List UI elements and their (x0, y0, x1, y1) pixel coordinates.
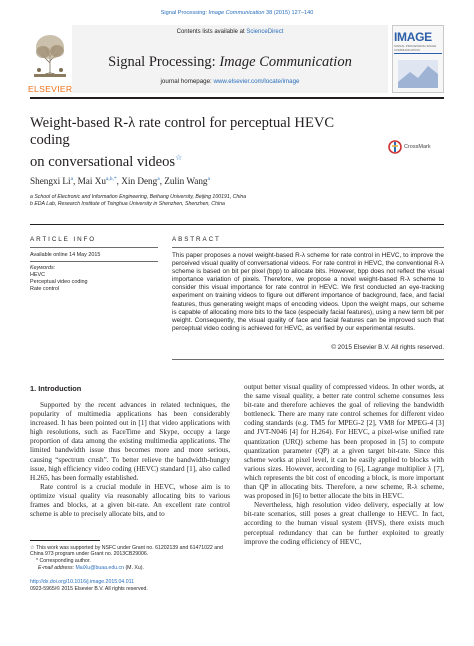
abstract-rule (172, 247, 444, 248)
journal-name-plain: Signal Processing: (108, 54, 220, 70)
article-info-rule-2 (30, 261, 158, 262)
homepage-prefix: journal homepage: (160, 78, 214, 85)
author[interactable] (164, 176, 210, 186)
author[interactable] (78, 176, 117, 186)
author-name: Xin Deng (121, 176, 158, 187)
article-title (30, 115, 370, 171)
cover-graphic-icon (396, 58, 440, 90)
author-list: Shengxi Li$^a$, Mai $Xu^{a,b,*}$, Xin Deng$^a$, Zulin Wang$^a$ (30, 176, 210, 187)
crossmark-badge[interactable] (388, 140, 448, 154)
author-name: Mai Xu (77, 176, 106, 187)
journal-name-italic: Image Communication (219, 54, 352, 70)
footnote-rule (30, 540, 100, 541)
author[interactable] (30, 176, 73, 186)
crossmark-label: CrossMark (404, 144, 431, 150)
corresponding-footnote: * Corresponding author. (36, 558, 91, 564)
author-name: Shengxi Li (30, 176, 71, 187)
affiliation-a: a School of Electronic and Information Engineering, Beihang University, Beijing 100191, China (30, 194, 247, 200)
keyword-item: Rate control (30, 286, 60, 292)
author-name: Zulin Wang (164, 176, 208, 187)
author-affil-mark: a (207, 176, 210, 182)
article-info-rule (30, 247, 158, 248)
email-label: E-mail address: (38, 565, 76, 571)
contents-available (72, 29, 388, 35)
journal-homepage (72, 78, 388, 85)
journal-title (72, 54, 388, 71)
journal-reference (0, 10, 474, 16)
abstract-bottom-rule (172, 359, 444, 360)
keywords-label: Keywords: (30, 265, 56, 271)
crossmark-icon (388, 140, 402, 154)
keyword-item: Perceptual video coding (30, 279, 88, 285)
abstract-text: This paper proposes a novel weight-based R-λ scheme for rate control in HEVC, to improve the perceived visual quality of conversational videos. For rate control in HEVC, the conventional R-λ scheme is based on bit per pixel (bpp) to allocate bits. However, bpp does not reflect the visual importance variation of pixels. Therefore, we propose a novel weight-based R-λ scheme to consider this visual importance for rate control in HEVC. We first conducted an eye-tracking experiment on training videos to figure out different importance of background, face, and facial features, thus generating weight maps of encoding videos. Upon the weight maps, our scheme is capable of allocating more bits to the face (especially facial features), using a new term bit per weight. Consequently, the visual quality of face and facial features can be improved such that perceptual video coding is achieved for HEVC, as verified by our experimental results. (172, 252, 444, 332)
article-title-line-2: on conversational videos (30, 153, 176, 170)
paragraph: Nevertheless, high resolution video delivery, especially at low bit-rate scenarios, still poses a great challenge to HEVC. In fact, according to the human visual system (HVS), there exists much perceptual redundancy that can be further exploited to greatly improve the coding efficiency of HEVC, (244, 501, 444, 546)
journal-ref-journal: Image Communication (208, 10, 265, 16)
affiliation-b: b EDA Lab, Research Institute of Tsinghua University in Shenzhen, Shenzhen, China (30, 201, 225, 207)
author[interactable] (121, 176, 159, 186)
header-rule (30, 97, 444, 99)
title-footnote-mark[interactable]: ☆ (175, 153, 183, 162)
available-online: Available online 14 May 2015 (30, 252, 101, 258)
author-affil-mark: a (157, 176, 160, 182)
elsevier-tree-icon (28, 25, 73, 94)
cover-subtitle: SIGNAL PROCESSING IMAGE COMMUNICATION (394, 44, 437, 52)
doi-link[interactable]: http://dx.doi.org/10.1016/j.image.2015.04.011 (30, 579, 135, 585)
section-heading: 1. Introduction (30, 384, 82, 393)
abstract-copyright: © 2015 Elsevier B.V. All rights reserved. (331, 344, 444, 351)
contents-prefix: Contents lists available at (176, 29, 247, 35)
homepage-link[interactable]: www.elsevier.com/locate/image (213, 78, 300, 85)
elsevier-logo (28, 25, 73, 94)
cover-rule (394, 53, 442, 54)
title-block-rule (30, 224, 444, 225)
article-info-heading: ARTICLE INFO (30, 236, 97, 243)
elsevier-wordmark: ELSEVIER (28, 84, 73, 94)
journal-ref-volume: 38 (2015) 127–140 (264, 10, 314, 16)
abstract-heading: ABSTRACT (172, 236, 221, 243)
email-footnote (30, 565, 230, 571)
sciencedirect-link[interactable]: ScienceDirect (246, 29, 284, 35)
email-link[interactable]: MaiXu@buaa.edu.cn (75, 565, 125, 571)
article-title-line-1: Weight-based R-λ rate control for perceptual HEVC coding (30, 115, 335, 148)
funding-footnote: ☆ This work was supported by NSFC under Grant no. 61202139 and 61471022 and China 973 program under Grant no. 2013CB29006. (30, 545, 223, 558)
intro-right-column (244, 383, 444, 547)
author-affil-mark: a (70, 176, 74, 182)
paragraph: Rate control is a crucial module in HEVC, whose aim is to optimize visual quality via reasonably allocating bits to various frames and blocks, at a given bit-rate. An excellent rate control scheme is able to precisely allocate bits, and to (30, 482, 230, 519)
keyword-item: HEVC (30, 272, 45, 278)
paragraph: output better visual quality of compressed videos. In other words, at the same visual quality, a better rate control scheme consumes less bit-rate and therefore achieves the goal of relieving the bandwidth bottleneck. There are many rate control schemes for different video coding standards (e.g. TM5 for MPEG-2 [2], VM8 for MPEG-4 [3] and JVT-N046 [4] for H.264). For HEVC, a pixel-wise unified rate quantization (URQ) scheme has been proposed in [5] to compute quantization parameter (QP) at a given target bit-rate. Since this scheme works at pixel level, it can be easily applied to blocks with various sizes. However, according to [6], Lagrange multiplier λ [7], which represents the bit cost of encoding a block, is more important than QP in allocating bits. Therefore, a new scheme, R-λ scheme, was proposed in [6] to better allocate the bits in HEVC. (244, 383, 444, 501)
journal-ref-prefix: Signal Processing: (160, 10, 209, 16)
cover-word: IMAGE (394, 30, 432, 44)
email-suffix: (M. Xu). (124, 565, 144, 571)
issn-line: 0923-5965/© 2015 Elsevier B.V. All rights reserved. (30, 586, 148, 592)
author-affil-mark: a,b,* (105, 176, 117, 182)
paragraph: Supported by the recent advances in related techniques, the popularity of multimedia applications has been considerably increased. It has been pointed out in [1] that video applications with high resolutions, such as FaceTime and Skype, occupy a large proportion of data among the existing multimedia applications. The limited bandwidth issue thus becomes more and more serious, causing “spectrum crush”. To better relieve the bandwidth-hungry issue, high efficiency video coding (HEVC) standard [1], also called H.265, has been formally established. (30, 401, 230, 482)
intro-left-column (30, 401, 230, 519)
